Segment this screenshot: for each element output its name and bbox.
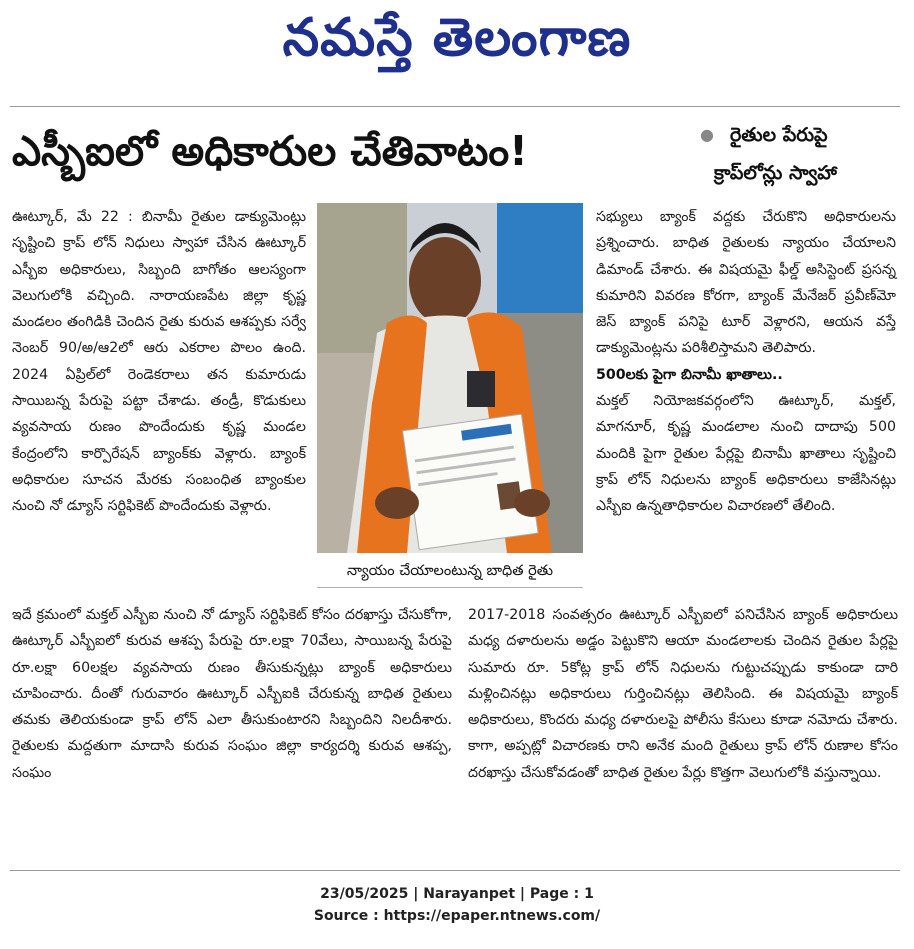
masthead-logo: నమస్తే తెలంగాణ: [282, 8, 632, 68]
footer-source-link[interactable]: Source : https://epaper.ntnews.com/: [313, 908, 601, 924]
kicker-line-2: క్రాప్‌లోన్లు స్వాహా: [714, 162, 837, 184]
article-paragraph: ఇదే క్రమంలో మక్తల్ ఎస్బీఐ నుంచి నో డ్యూస్ సర్టిఫికెట్ కోసం దరఖాస్తు చేసుకోగా, ఊట్కూర్ ఎస్బీఐలో కురువ ఆశప్ప పేరుపై రూ.లక్షా 70వేలు, సాయిబన్న పేరుపై రూ.లక్షా 60లక్షల వ్యవసాయ రుణం తీసుకున్నట్లు బ్యాంక్ అధికారులు చూపించారు. దీంతో గురువారం ఊట్కూర్ ఎస్బీఐకి చేరుకున్న బాధిత రైతులు తమకు తెలియకుండా క్రాప్ లోన్ ఎలా తీసుకుంటారని సిబ్బందిని నిలదీశారు. రైతులకు మద్దతుగా మాదాసి కురువ సంఘం జిల్లా కార్యదర్శి కురువ ఆశప్ప, సంఘం: [12, 607, 452, 781]
bullet-icon: ●: [700, 125, 714, 144]
footer-date-line: 23/05/2025 | Narayanpet | Page : 1: [320, 886, 594, 902]
article-column-1: [12, 204, 306, 520]
article-paragraph: ఊట్కూర్, మే 22 : బినామీ రైతుల డాక్యుమెంట్లు సృష్టించి క్రాప్ లోన్ నిధులు స్వాహా చేసిన ఊట్కూర్ ఎస్బీఐ అధికారులు, సిబ్బంది బాగోతం ఆలస్యంగా వెలుగులోకి వచ్చింది. నారాయణపేట జిల్లా కృష్ణ మండలం తంగిడికి చెందిన రైతు కురువ ఆశప్పకు సర్వే నెంబర్ 90/అ/ఆ2లో ఆరు ఎకరాల పొలం ఉంది. 2024 ఏప్రిల్‌లో రెండెకరాలు తన కుమారుడు సాయిబన్న పేరుపై పట్టా చేశాడు. తండ్రీ, కొడుకులు వ్యవసాయ రుణం పొందేందుకు కృష్ణ మండల కేంద్రంలోని కార్పొరేషన్ బ్యాంక్‌కు వెళ్లారు. బ్యాంక్ అధికారుల సూచన మేరకు సంబంధిత బ్యాంకుల నుంచి నో డ్యూస్ సర్టిఫికెట్ పొందేందుకు వెళ్లారు.: [12, 209, 306, 515]
photo-caption: న్యాయం చేయాలంటున్న బాధిత రైతు: [317, 555, 583, 588]
headline: ఎస్బీఐలో అధికారుల చేతివాటం!: [12, 127, 528, 175]
subheading: 500లకు పైగా బినామీ ఖాతాలు..: [596, 366, 783, 383]
article-paragraph: మక్తల్ నియోజకవర్గంలోని ఊట్కూర్, మక్తల్, మాగనూర్, కృష్ణ మండలాల నుంచి దాదాపు 500 మందికి పైగా రైతుల పేర్లపై బినామీ ఖాతాలు సృష్టించి క్రాప్ లోన్ నిధులను బ్యాంక్ అధికారులు కాజేసినట్లు ఎస్బీఐ ఉన్నతాధికారుల విచారణలో తేలింది.: [596, 393, 896, 515]
article-paragraph: 2017-2018 సంవత్సరం ఊట్కూర్ ఎస్బీఐలో పనిచేసిన బ్యాంక్ అధికారులు మధ్య దళారులను అడ్డం పెట్టుకొని ఆయా మండలాలకు చెందిన రైతుల పేర్లపై సుమారు రూ. 5కోట్ల క్రాప్ లోన్ నిధులను గుట్టుచప్పుడు కాకుండా దారి మళ్లించినట్లు అధికారులు గుర్తించినట్లు తెలిసింది. ఈ విషయమై బ్యాంక్ అధికారులు, కొందరు మధ్య దళారులపై పోలీసు కేసులు కూడా నమోదు చేశారు. కాగా, అప్పట్లో విచారణకు రాని అనేక మంది రైతులు క్రాప్ లోన్ రుణాల కోసం దరఖాస్తు చేసుకోవడంతో బాధిత రైతుల పేర్లు కొత్తగా వెలుగులోకి వస్తున్నాయి.: [468, 607, 898, 781]
article-wide-block: [468, 602, 898, 786]
footer-divider: [10, 870, 900, 871]
article-column-1-bottom: [12, 602, 452, 786]
masthead-divider: [10, 106, 900, 107]
kicker-line-1: రైతుల పేరుపై: [730, 124, 828, 146]
article-column-3: [596, 204, 896, 520]
article-paragraph: సభ్యులు బ్యాంక్ వద్దకు చేరుకొని అధికారులను ప్రశ్నించారు. బాధిత రైతులకు న్యాయం చేయాలని డిమాండ్ చేశారు. ఈ విషయమై ఫీల్డ్ అసిస్టెంట్ ప్రసన్న కుమారిని వివరణ కోరగా, బ్యాంక్ మేనేజర్ ప్రవీణ్‌మో జెస్ బ్యాంక్ పనిపై టూర్ వెళ్లారని, ఆయన వస్తే డాక్యుమెంట్లను పరిశీలిస్తామని తెలిపారు.: [596, 209, 896, 357]
farmer-holding-document-photo: [317, 203, 583, 553]
farmer-photo: [317, 203, 583, 553]
